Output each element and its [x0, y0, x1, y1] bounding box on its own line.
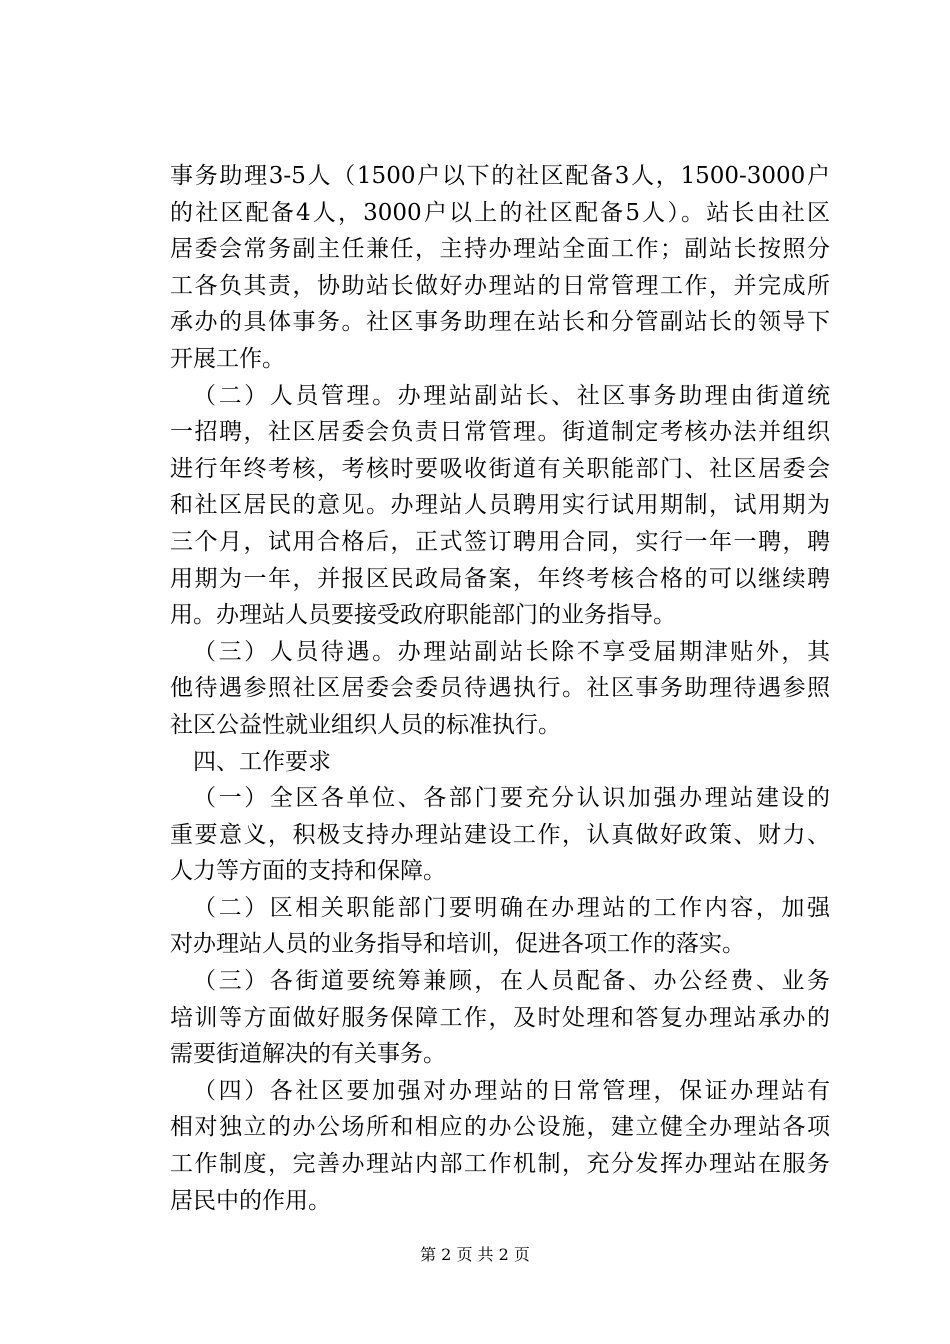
text-line: 居委会常务副主任兼任，主持办理站全面工作；副站长按照分	[170, 236, 830, 263]
text-line: 重要意义，积极支持办理站建设工作，认真做好政策、财力、	[170, 821, 830, 848]
text-line: 培训等方面做好服务保障工作，及时处理和答复办理站承办的	[170, 1004, 830, 1031]
text-line: 开展工作。	[170, 345, 285, 372]
text-line: （四）各社区要加强对办理站的日常管理，保证办理站有	[193, 1077, 830, 1104]
text-line: 相对独立的办公场所和相应的办公设施，建立健全办理站各项	[170, 1114, 830, 1141]
text-line: （三）各街道要统筹兼顾，在人员配备、办公经费、业务	[193, 968, 830, 995]
text-line: 工各负其责，协助站长做好办理站的日常管理工作，并完成所	[170, 272, 830, 299]
text-line: 他待遇参照社区居委会委员待遇执行。社区事务助理待遇参照	[170, 675, 830, 702]
text-line: 三个月，试用合格后，正式签订聘用合同，实行一年一聘，聘	[170, 528, 830, 555]
document-body	[170, 158, 830, 1219]
text-line: （三）人员待遇。办理站副站长除不享受届期津贴外，其	[193, 638, 830, 665]
text-line: （二）区相关职能部门要明确在办理站的工作内容，加强	[193, 894, 830, 921]
text-line: 的社区配备4人，3000户以上的社区配备5人）。站长由社区	[170, 199, 830, 226]
text-line: （二）人员管理。办理站副站长、社区事务助理由街道统	[193, 382, 830, 409]
page-footer: 第 2 页 共 2 页	[420, 1245, 530, 1264]
text-line: 社区公益性就业组织人员的标准执行。	[170, 711, 561, 738]
text-line: 承办的具体事务。社区事务助理在站长和分管副站长的领导下	[170, 309, 830, 336]
text-line: 对办理站人员的业务指导和培训，促进各项工作的落实。	[170, 931, 745, 958]
text-line: （一）全区各单位、各部门要充分认识加强办理站建设的	[193, 785, 830, 812]
text-line: 四、工作要求	[193, 748, 331, 775]
text-line: 用期为一年，并报区民政局备案，年终考核合格的可以继续聘	[170, 565, 830, 592]
text-line: 和社区居民的意见。办理站人员聘用实行试用期制，试用期为	[170, 492, 830, 519]
text-line: 居民中的作用。	[170, 1187, 331, 1214]
text-line: 人力等方面的支持和保障。	[170, 858, 446, 885]
text-line: 需要街道解决的有关事务。	[170, 1041, 446, 1068]
text-line: 一招聘，社区居委会负责日常管理。街道制定考核办法并组织	[170, 419, 830, 446]
text-line: 事务助理3-5人（1500户以下的社区配备3人，1500-3000户	[170, 163, 830, 189]
text-line: 进行年终考核，考核时要吸收街道有关职能部门、社区居委会	[170, 455, 830, 482]
text-line: 工作制度，完善办理站内部工作机制，充分发挥办理站在服务	[170, 1151, 830, 1178]
text-line: 用。办理站人员要接受政府职能部门的业务指导。	[170, 602, 676, 629]
